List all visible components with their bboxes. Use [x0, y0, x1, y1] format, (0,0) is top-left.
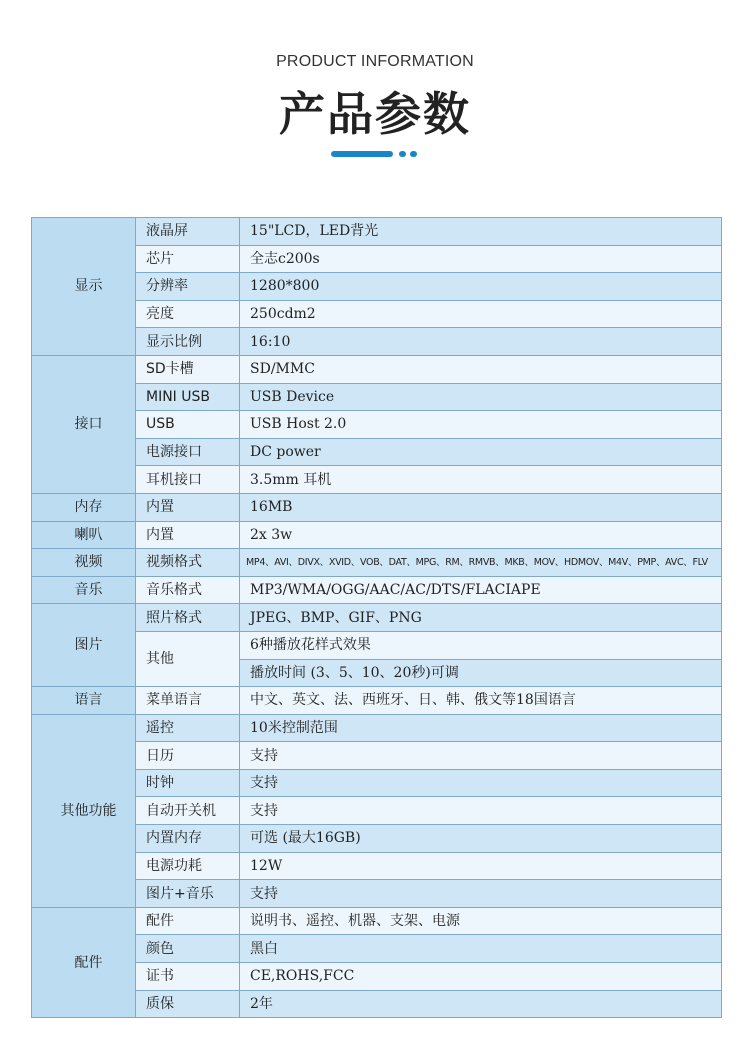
table-row: [32, 245, 722, 273]
spec-value: USB Host 2.0: [240, 411, 722, 439]
title-underline-bar: [331, 151, 393, 157]
spec-value: 支持: [240, 742, 722, 770]
spec-label: 其他: [136, 631, 240, 686]
table-row: [32, 604, 722, 632]
category-accessories: 配件: [32, 907, 136, 1017]
table-row: [32, 218, 722, 246]
table-row: [32, 466, 722, 494]
spec-label: 证书: [136, 963, 240, 991]
table-row: [32, 300, 722, 328]
spec-value: 支持: [240, 769, 722, 797]
table-row: [32, 521, 722, 549]
spec-value: 1280*800: [240, 273, 722, 301]
spec-value: 全志c200s: [240, 245, 722, 273]
spec-value: MP4、AVI、DIVX、XVID、VOB、DAT、MPG、RM、RMVB、MKB、MOV、HDMOV、M4V、PMP、AVC、FLV: [240, 549, 722, 577]
spec-value: SD/MMC: [240, 355, 722, 383]
category-music: 音乐: [32, 576, 136, 604]
table-row: [32, 990, 722, 1018]
spec-value: 支持: [240, 797, 722, 825]
table-row: [32, 631, 722, 659]
spec-value: 6种播放花样式效果: [240, 631, 722, 659]
table-row: [32, 411, 722, 439]
spec-label: 时钟: [136, 769, 240, 797]
spec-label: 菜单语言: [136, 687, 240, 715]
category-display: 显示: [32, 218, 136, 356]
title-underline-dot: [410, 151, 417, 157]
spec-value: DC power: [240, 438, 722, 466]
spec-value: 说明书、遥控、机器、支架、电源: [240, 907, 722, 935]
table-row: [32, 549, 722, 577]
table-row: [32, 963, 722, 991]
spec-label: 电源功耗: [136, 852, 240, 880]
spec-label: 遥控: [136, 714, 240, 742]
spec-value: 10米控制范围: [240, 714, 722, 742]
spec-value: JPEG、BMP、GIF、PNG: [240, 604, 722, 632]
table-row: [32, 328, 722, 356]
spec-label: 分辨率: [136, 273, 240, 301]
page-title: 产品参数: [279, 87, 471, 141]
spec-value: 中文、英文、法、西班牙、日、韩、俄文等18国语言: [240, 687, 722, 715]
table-row: [32, 493, 722, 521]
table-row: [32, 907, 722, 935]
spec-label: 日历: [136, 742, 240, 770]
spec-label: 耳机接口: [136, 466, 240, 494]
table-row: [32, 273, 722, 301]
table-row: [32, 935, 722, 963]
spec-label: 内置: [136, 493, 240, 521]
table-row: [32, 797, 722, 825]
category-language: 语言: [32, 687, 136, 715]
spec-label: 显示比例: [136, 328, 240, 356]
spec-label: 液晶屏: [136, 218, 240, 246]
category-picture: 图片: [32, 604, 136, 687]
spec-label: 电源接口: [136, 438, 240, 466]
spec-value: 支持: [240, 880, 722, 908]
table-row: [32, 576, 722, 604]
table-row: [32, 769, 722, 797]
spec-value: 播放时间 (3、5、10、20秒)可调: [240, 659, 722, 687]
spec-label: 自动开关机: [136, 797, 240, 825]
spec-label: MINI USB: [136, 383, 240, 411]
spec-value: 16MB: [240, 493, 722, 521]
spec-value: 2x 3w: [240, 521, 722, 549]
category-speaker: 喇叭: [32, 521, 136, 549]
spec-label: 视频格式: [136, 549, 240, 577]
spec-label: 配件: [136, 907, 240, 935]
spec-label: SD卡槽: [136, 355, 240, 383]
spec-value: 15"LCD，LED背光: [240, 218, 722, 246]
spec-label: 颜色: [136, 935, 240, 963]
spec-label: 音乐格式: [136, 576, 240, 604]
spec-value: CE,ROHS,FCC: [240, 963, 722, 991]
table-row: [32, 714, 722, 742]
table-row: [32, 825, 722, 853]
spec-value: MP3/WMA/OGG/AAC/AC/DTS/FLACIAPE: [240, 576, 722, 604]
category-video: 视频: [32, 549, 136, 577]
spec-label: 质保: [136, 990, 240, 1018]
spec-value: 16:10: [240, 328, 722, 356]
spec-label: 内置: [136, 521, 240, 549]
table-row: [32, 880, 722, 908]
category-memory: 内存: [32, 493, 136, 521]
spec-label: 芯片: [136, 245, 240, 273]
spec-label: 内置内存: [136, 825, 240, 853]
spec-value: USB Device: [240, 383, 722, 411]
spec-value: 12W: [240, 852, 722, 880]
title-underline-dot: [399, 151, 406, 157]
spec-value: 2年: [240, 990, 722, 1018]
table-row: [32, 687, 722, 715]
spec-value: 250cdm2: [240, 300, 722, 328]
spec-label: 图片+音乐: [136, 880, 240, 908]
spec-label: USB: [136, 411, 240, 439]
section-eyebrow: PRODUCT INFORMATION: [276, 53, 474, 70]
spec-table: [31, 217, 722, 1018]
category-other: 其他功能: [32, 714, 136, 907]
table-row: [32, 438, 722, 466]
table-row: [32, 742, 722, 770]
spec-label: 亮度: [136, 300, 240, 328]
spec-value: 3.5mm 耳机: [240, 466, 722, 494]
spec-value: 黑白: [240, 935, 722, 963]
table-row: [32, 852, 722, 880]
table-row: [32, 383, 722, 411]
table-row: [32, 355, 722, 383]
category-interface: 接口: [32, 355, 136, 493]
spec-value: 可选 (最大16GB): [240, 825, 722, 853]
spec-label: 照片格式: [136, 604, 240, 632]
